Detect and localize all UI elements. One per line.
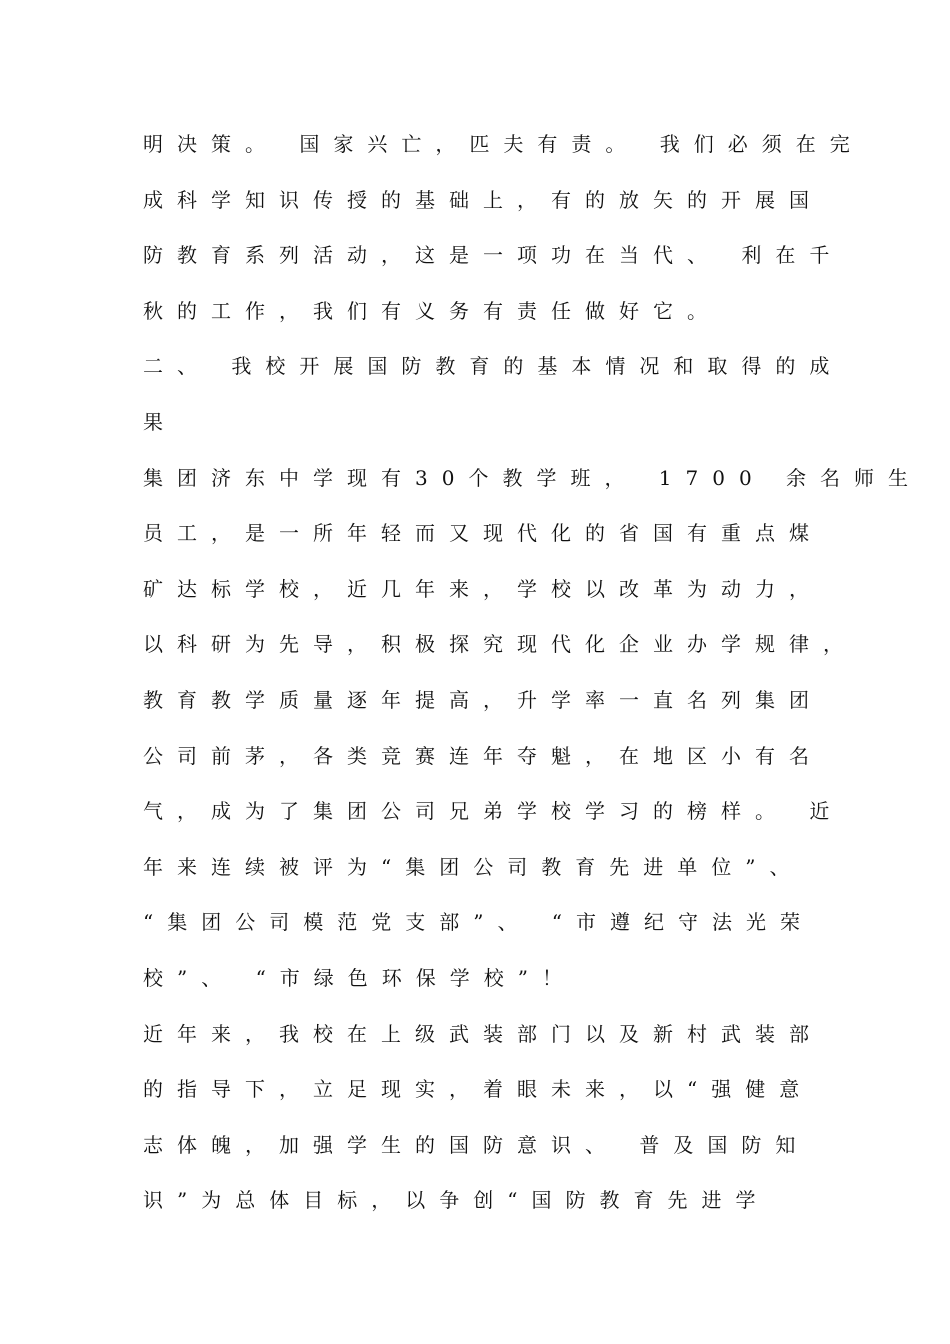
section-heading: 二、 我校开展国防教育的基本情况和取得的成 (143, 354, 844, 379)
text-line: 成科学知识传授的基础上，有的放矢的开展国 (143, 187, 823, 212)
text-line: 年来连续被评为“集团公司教育先进单位”、 (143, 854, 804, 879)
text-line: “集团公司模范党支部”、 “市遵纪守法光荣 (143, 910, 815, 935)
text-line: 矿达标学校，近几年来，学校以改革为动力， (143, 576, 823, 601)
text-line: 识”为总体目标，以争创“国防教育先进学 (143, 1188, 770, 1213)
section-heading-continued: 果 (143, 409, 177, 434)
text-line: 公司前茅，各类竞赛连年夺魁，在地区小有名 (143, 743, 823, 768)
text-line: 防教育系列活动，这是一项功在当代、 利在千 (143, 243, 844, 268)
text-line: 气，成为了集团公司兄弟学校学习的榜样。 近 (143, 799, 844, 824)
text-line: 员工，是一所年轻而又现代化的省国有重点煤 (143, 521, 823, 546)
text-line: 的指导下，立足现实，着眼未来，以“强健意 (143, 1077, 814, 1102)
text-line: 教育教学质量逐年提高，升学率一直名列集团 (143, 687, 823, 712)
text-line: 校”、 “市绿色环保学校”！ (143, 965, 577, 990)
text-line: 集团济东中学现有30个教学班， 1700 余名师生 (143, 465, 923, 490)
text-line: 志体魄，加强学生的国防意识、 普及国防知 (143, 1132, 810, 1157)
text-line: 以科研为先导，积极探究现代化企业办学规律， (143, 632, 857, 657)
text-line: 明决策。 国家兴亡，匹夫有责。 我们必须在完 (143, 132, 864, 156)
text-line: 秋的工作，我们有义务有责任做好它。 (143, 298, 721, 323)
body-text (143, 124, 923, 1236)
text-line: 近年来，我校在上级武装部门以及新村武装部 (143, 1021, 823, 1046)
